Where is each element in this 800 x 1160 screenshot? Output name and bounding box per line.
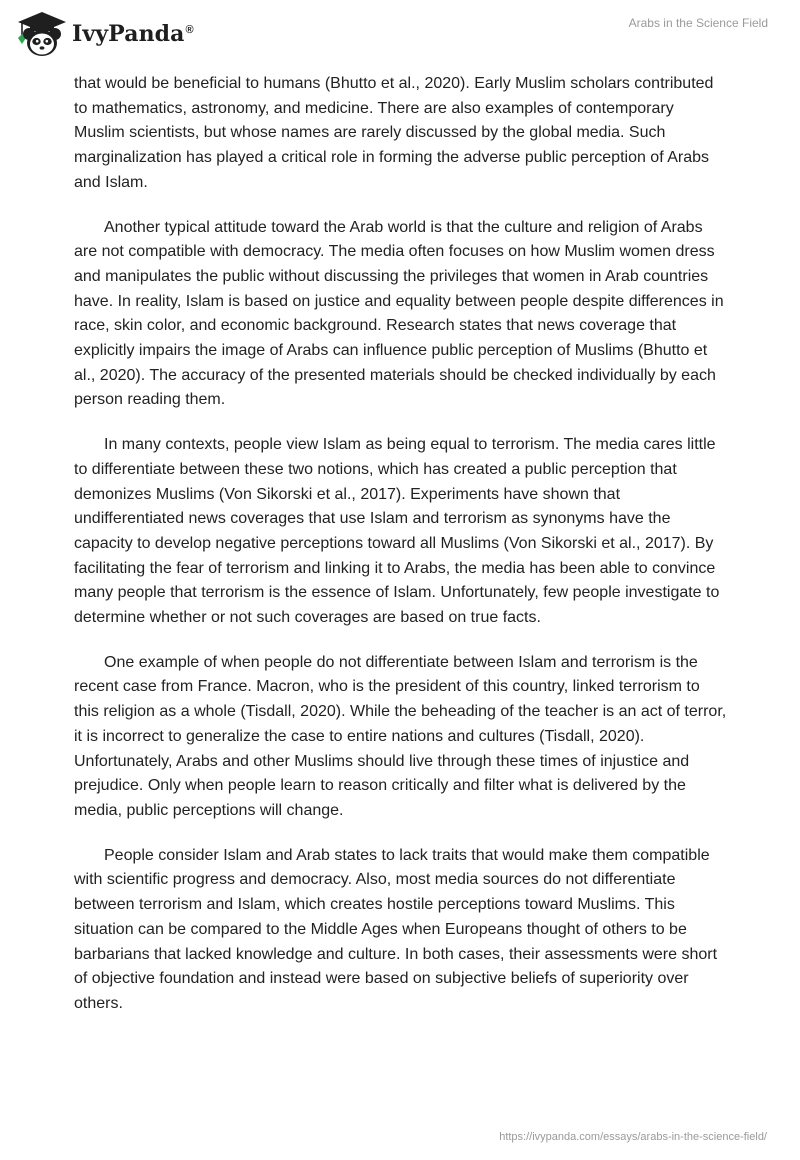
registered-mark: ® xyxy=(185,23,194,36)
paragraph-3: In many contexts, people view Islam as being equal to terrorism. The media cares little to differentiate between these two notions, which has created a public perception that demonizes Muslims (Von Sikorski et al., 2017). Experiments have shown that undifferentiated news coverages that use Islam and terrorism as synonyms have the capacity to develop negative perceptions toward all Muslims (Von Sikorski et al., 2017). By facilitating the fear of terrorism and linking it to Arabs, the media has been able to convince many people that terrorism is the essence of Islam. Unfortunately, few people investigate to determine whether or not such coverages are based on true facts. xyxy=(74,436,720,627)
paragraph-5: People consider Islam and Arab states to lack traits that would make them compatible with scientific progress and democracy. Also, most media sources do not differentiate between terrorism and Islam, which creates hostile perceptions toward Muslims. This situation can be compared to the Middle Ages when Europeans thought of others to be barbarians that lacked knowledge and culture. In both cases, their assessments were short of objective foundation and instead were based on subjective beliefs of superiority over others. xyxy=(74,846,718,1012)
panda-logo-icon xyxy=(14,8,70,58)
paragraph-1: that would be beneficial to humans (Bhutto et al., 2020). Early Muslim scholars contributed to mathematics, astronomy, and medicine. There are also examples of contemporary Muslim scientists, but whose names are rarely discussed by the global media. Such marginalization has played a critical role in forming the adverse public perception of Arabs and Islam. xyxy=(74,75,714,191)
document-title: Arabs in the Science Field xyxy=(628,16,768,30)
essay-body xyxy=(74,72,728,1037)
brand-logo[interactable] xyxy=(14,8,194,58)
page-header xyxy=(0,0,800,64)
brand-name: IvyPanda® xyxy=(72,21,194,47)
paragraph-4: One example of when people do not differentiate between Islam and terrorism is the recent case from France. Macron, who is the president of this country, linked terrorism to this religion as a whole (Tisdall, 2020). While the beheading of the teacher is an act of terror, it is incorrect to generalize the case to entire nations and cultures (Tisdall, 2020). Unfortunately, Arabs and other Muslims should live through these times of injustice and prejudice. Only when people learn to reason critically and filter what is delivered by the media, public perceptions will change. xyxy=(74,653,727,819)
paragraph-2: Another typical attitude toward the Arab world is that the culture and religion of Arabs are not compatible with democracy. The media often focuses on how Muslim women dress and manipulates the public without discussing the privileges that women in Arab countries have. In reality, Islam is based on justice and equality between people despite differences in race, skin color, and economic background. Research states that news coverage that explicitly impairs the image of Arabs can influence public perception of Muslims (Bhutto et al., 2020). The accuracy of the presented materials should be checked individually by each person reading them. xyxy=(74,218,724,409)
source-url-link[interactable]: https://ivypanda.com/essays/arabs-in-the-science-field/ xyxy=(499,1131,767,1143)
